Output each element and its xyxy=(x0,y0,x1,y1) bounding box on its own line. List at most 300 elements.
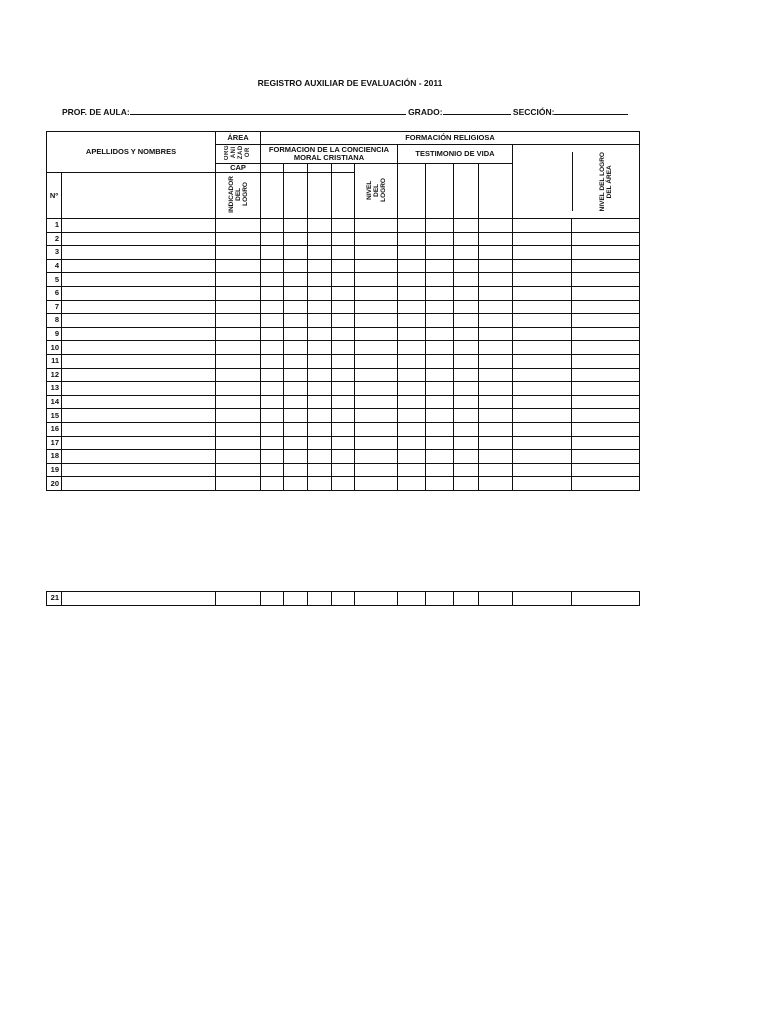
cell[interactable] xyxy=(398,409,426,423)
row-number: 21 xyxy=(47,592,62,606)
cell[interactable] xyxy=(454,477,479,491)
cell[interactable] xyxy=(454,259,479,273)
cell[interactable] xyxy=(216,382,261,396)
cell[interactable] xyxy=(216,341,261,355)
cell[interactable] xyxy=(261,422,284,436)
cell[interactable] xyxy=(355,273,398,287)
cell[interactable] xyxy=(454,368,479,382)
cell[interactable] xyxy=(332,592,355,606)
cell[interactable] xyxy=(454,422,479,436)
row-number: 12 xyxy=(47,368,62,382)
cell[interactable] xyxy=(261,246,284,260)
row-number: 7 xyxy=(47,300,62,314)
cell[interactable] xyxy=(479,232,513,246)
cell[interactable] xyxy=(426,286,454,300)
cell[interactable] xyxy=(572,259,640,273)
cell[interactable] xyxy=(513,232,572,246)
cell[interactable] xyxy=(454,382,479,396)
cell[interactable] xyxy=(513,395,572,409)
cell[interactable] xyxy=(572,422,640,436)
cell[interactable] xyxy=(62,477,216,491)
cell[interactable] xyxy=(398,422,426,436)
cell[interactable] xyxy=(261,395,284,409)
cell[interactable] xyxy=(513,259,572,273)
cell[interactable] xyxy=(426,382,454,396)
cell[interactable] xyxy=(284,382,308,396)
fcmc-col-2 xyxy=(284,164,308,173)
cell[interactable] xyxy=(308,436,332,450)
cell[interactable] xyxy=(284,592,308,606)
table-row xyxy=(47,219,640,233)
cell[interactable] xyxy=(216,286,261,300)
cell[interactable] xyxy=(426,273,454,287)
cell[interactable] xyxy=(398,395,426,409)
cell[interactable] xyxy=(479,422,513,436)
cell[interactable] xyxy=(454,409,479,423)
cell[interactable] xyxy=(398,341,426,355)
cell[interactable] xyxy=(216,259,261,273)
cell[interactable] xyxy=(454,286,479,300)
cell[interactable] xyxy=(513,592,572,606)
cell[interactable] xyxy=(572,436,640,450)
cell[interactable] xyxy=(398,436,426,450)
cell[interactable] xyxy=(513,327,572,341)
cell[interactable] xyxy=(62,314,216,328)
cell[interactable] xyxy=(216,422,261,436)
cell[interactable] xyxy=(355,300,398,314)
cell[interactable] xyxy=(454,300,479,314)
cell[interactable] xyxy=(479,592,513,606)
table-row xyxy=(47,382,640,396)
cell[interactable] xyxy=(332,354,355,368)
cell[interactable] xyxy=(479,368,513,382)
cell[interactable] xyxy=(513,463,572,477)
cell[interactable] xyxy=(454,354,479,368)
cell[interactable] xyxy=(513,436,572,450)
cell[interactable] xyxy=(332,422,355,436)
cell[interactable] xyxy=(513,286,572,300)
cell[interactable] xyxy=(261,232,284,246)
cell[interactable] xyxy=(62,219,216,233)
cell[interactable] xyxy=(398,382,426,396)
cell[interactable] xyxy=(332,477,355,491)
cell[interactable] xyxy=(332,463,355,477)
cell[interactable] xyxy=(308,354,332,368)
cell[interactable] xyxy=(308,463,332,477)
cell[interactable] xyxy=(513,450,572,464)
cell[interactable] xyxy=(398,246,426,260)
cell[interactable] xyxy=(284,436,308,450)
cell[interactable] xyxy=(426,341,454,355)
numero-header: Nº xyxy=(47,173,62,219)
cell[interactable] xyxy=(284,463,308,477)
cell[interactable] xyxy=(216,450,261,464)
cell[interactable] xyxy=(62,232,216,246)
cap-header: CAP xyxy=(216,164,261,173)
row-number: 16 xyxy=(47,422,62,436)
cell[interactable] xyxy=(62,354,216,368)
cell[interactable] xyxy=(332,273,355,287)
cell[interactable] xyxy=(308,395,332,409)
cell[interactable] xyxy=(261,273,284,287)
cell[interactable] xyxy=(398,477,426,491)
cell[interactable] xyxy=(261,341,284,355)
cell[interactable] xyxy=(398,259,426,273)
cell[interactable] xyxy=(284,409,308,423)
cell[interactable] xyxy=(426,395,454,409)
cell[interactable] xyxy=(216,395,261,409)
cell[interactable] xyxy=(261,368,284,382)
cell[interactable] xyxy=(572,327,640,341)
fcmc-sub-3 xyxy=(308,173,332,219)
cell[interactable] xyxy=(454,314,479,328)
cell[interactable] xyxy=(513,422,572,436)
cell[interactable] xyxy=(454,436,479,450)
cell[interactable] xyxy=(261,450,284,464)
cell[interactable] xyxy=(355,592,398,606)
cell[interactable] xyxy=(572,450,640,464)
table-row xyxy=(47,592,640,606)
cell[interactable] xyxy=(398,300,426,314)
cell[interactable] xyxy=(426,354,454,368)
cell[interactable] xyxy=(216,246,261,260)
cell[interactable] xyxy=(355,409,398,423)
cell[interactable] xyxy=(216,232,261,246)
table-row xyxy=(47,286,640,300)
cell[interactable] xyxy=(308,592,332,606)
cell[interactable] xyxy=(216,273,261,287)
cell[interactable] xyxy=(398,232,426,246)
cell[interactable] xyxy=(332,395,355,409)
cell[interactable] xyxy=(308,259,332,273)
cell[interactable] xyxy=(332,286,355,300)
cell[interactable] xyxy=(513,341,572,355)
cell[interactable] xyxy=(479,409,513,423)
cell[interactable] xyxy=(479,477,513,491)
cell[interactable] xyxy=(355,314,398,328)
cell[interactable] xyxy=(261,382,284,396)
cell[interactable] xyxy=(479,327,513,341)
cell[interactable] xyxy=(513,354,572,368)
cell[interactable] xyxy=(284,477,308,491)
cell[interactable] xyxy=(62,327,216,341)
seccion-label: SECCIÓN: xyxy=(512,107,555,117)
cell[interactable] xyxy=(355,219,398,233)
cell[interactable] xyxy=(261,436,284,450)
cell[interactable] xyxy=(308,273,332,287)
cell[interactable] xyxy=(454,246,479,260)
cell[interactable] xyxy=(332,327,355,341)
row-number: 5 xyxy=(47,273,62,287)
cell[interactable] xyxy=(62,409,216,423)
cell[interactable] xyxy=(284,450,308,464)
cell[interactable] xyxy=(426,314,454,328)
cell[interactable] xyxy=(426,463,454,477)
row-number: 20 xyxy=(47,477,62,491)
cell[interactable] xyxy=(355,327,398,341)
cell[interactable] xyxy=(332,259,355,273)
cell[interactable] xyxy=(284,246,308,260)
cell[interactable] xyxy=(216,592,261,606)
cell[interactable] xyxy=(355,463,398,477)
cell[interactable] xyxy=(284,354,308,368)
cell[interactable] xyxy=(261,592,284,606)
cell[interactable] xyxy=(513,382,572,396)
cell[interactable] xyxy=(479,246,513,260)
cell[interactable] xyxy=(355,395,398,409)
cell[interactable] xyxy=(355,246,398,260)
cell[interactable] xyxy=(398,368,426,382)
cell[interactable] xyxy=(284,286,308,300)
cell[interactable] xyxy=(454,219,479,233)
row-number: 11 xyxy=(47,354,62,368)
cell[interactable] xyxy=(479,314,513,328)
cell[interactable] xyxy=(308,219,332,233)
cell[interactable] xyxy=(355,368,398,382)
cell[interactable] xyxy=(572,341,640,355)
cell[interactable] xyxy=(261,477,284,491)
cell[interactable] xyxy=(216,354,261,368)
tv-col-2 xyxy=(426,164,454,219)
cell[interactable] xyxy=(284,232,308,246)
cell[interactable] xyxy=(479,436,513,450)
cell[interactable] xyxy=(216,327,261,341)
cell[interactable] xyxy=(355,477,398,491)
cell[interactable] xyxy=(572,395,640,409)
cell[interactable] xyxy=(513,477,572,491)
cell[interactable] xyxy=(284,341,308,355)
cell[interactable] xyxy=(572,592,640,606)
cell[interactable] xyxy=(398,463,426,477)
cell[interactable] xyxy=(332,450,355,464)
cell[interactable] xyxy=(284,273,308,287)
cell[interactable] xyxy=(454,327,479,341)
cell[interactable] xyxy=(572,300,640,314)
cell[interactable] xyxy=(62,436,216,450)
organizador-header: ORG ANI ZAD OR xyxy=(216,145,261,164)
cell[interactable] xyxy=(332,409,355,423)
cell[interactable] xyxy=(479,273,513,287)
cell[interactable] xyxy=(426,232,454,246)
cell[interactable] xyxy=(216,300,261,314)
cell[interactable] xyxy=(572,246,640,260)
cell[interactable] xyxy=(308,450,332,464)
cell[interactable] xyxy=(355,382,398,396)
cell[interactable] xyxy=(62,463,216,477)
cell[interactable] xyxy=(308,232,332,246)
cell[interactable] xyxy=(426,300,454,314)
cell[interactable] xyxy=(62,592,216,606)
cell[interactable] xyxy=(426,246,454,260)
cell[interactable] xyxy=(572,232,640,246)
cell[interactable] xyxy=(216,409,261,423)
cell[interactable] xyxy=(62,341,216,355)
cell[interactable] xyxy=(308,422,332,436)
cell[interactable] xyxy=(454,232,479,246)
cell[interactable] xyxy=(62,382,216,396)
cell[interactable] xyxy=(308,368,332,382)
table-row xyxy=(47,368,640,382)
cell[interactable] xyxy=(332,382,355,396)
cell[interactable] xyxy=(572,219,640,233)
cell[interactable] xyxy=(284,300,308,314)
cell[interactable] xyxy=(572,409,640,423)
cell[interactable] xyxy=(355,232,398,246)
cell[interactable] xyxy=(513,314,572,328)
cell[interactable] xyxy=(332,436,355,450)
cell[interactable] xyxy=(426,436,454,450)
cell[interactable] xyxy=(479,259,513,273)
cell[interactable] xyxy=(308,477,332,491)
cell[interactable] xyxy=(426,422,454,436)
cell[interactable] xyxy=(426,409,454,423)
cell[interactable] xyxy=(355,286,398,300)
cell[interactable] xyxy=(398,450,426,464)
cell[interactable] xyxy=(572,463,640,477)
cell[interactable] xyxy=(355,436,398,450)
cell[interactable] xyxy=(454,273,479,287)
cell[interactable] xyxy=(62,286,216,300)
cell[interactable] xyxy=(332,246,355,260)
cell[interactable] xyxy=(479,463,513,477)
cell[interactable] xyxy=(308,314,332,328)
cell[interactable] xyxy=(284,259,308,273)
cell[interactable] xyxy=(398,327,426,341)
cell[interactable] xyxy=(216,463,261,477)
cell[interactable] xyxy=(479,354,513,368)
cell[interactable] xyxy=(426,592,454,606)
cell[interactable] xyxy=(513,300,572,314)
cell[interactable] xyxy=(572,314,640,328)
cell[interactable] xyxy=(284,314,308,328)
cell[interactable] xyxy=(479,219,513,233)
cell[interactable] xyxy=(513,368,572,382)
cell[interactable] xyxy=(284,368,308,382)
cell[interactable] xyxy=(426,368,454,382)
cell[interactable] xyxy=(398,314,426,328)
cell[interactable] xyxy=(332,314,355,328)
cell[interactable] xyxy=(216,368,261,382)
cell[interactable] xyxy=(261,314,284,328)
cell[interactable] xyxy=(261,463,284,477)
cell[interactable] xyxy=(513,246,572,260)
cell[interactable] xyxy=(398,219,426,233)
cell[interactable] xyxy=(62,450,216,464)
nivel-logro-area-spacer xyxy=(513,152,573,211)
cell[interactable] xyxy=(355,354,398,368)
cell[interactable] xyxy=(454,592,479,606)
cell[interactable] xyxy=(479,341,513,355)
cell[interactable] xyxy=(62,422,216,436)
cell[interactable] xyxy=(572,477,640,491)
cell[interactable] xyxy=(454,450,479,464)
cell[interactable] xyxy=(216,314,261,328)
cell[interactable] xyxy=(332,219,355,233)
cell[interactable] xyxy=(308,409,332,423)
cell[interactable] xyxy=(513,409,572,423)
cell[interactable] xyxy=(62,300,216,314)
cell[interactable] xyxy=(426,327,454,341)
cell[interactable] xyxy=(426,219,454,233)
cell[interactable] xyxy=(284,219,308,233)
cell[interactable] xyxy=(426,450,454,464)
cell[interactable] xyxy=(284,327,308,341)
cell[interactable] xyxy=(454,395,479,409)
cell[interactable] xyxy=(62,259,216,273)
cell[interactable] xyxy=(479,395,513,409)
cell[interactable] xyxy=(216,219,261,233)
prof-label: PROF. DE AULA: xyxy=(62,107,130,117)
cell[interactable] xyxy=(308,300,332,314)
cell[interactable] xyxy=(479,382,513,396)
cell[interactable] xyxy=(216,477,261,491)
cell[interactable] xyxy=(284,422,308,436)
cell[interactable] xyxy=(308,382,332,396)
cell[interactable] xyxy=(479,450,513,464)
cell[interactable] xyxy=(513,273,572,287)
cell[interactable] xyxy=(332,232,355,246)
cell[interactable] xyxy=(572,273,640,287)
cell[interactable] xyxy=(62,395,216,409)
cell[interactable] xyxy=(308,341,332,355)
cell[interactable] xyxy=(355,259,398,273)
cell[interactable] xyxy=(426,477,454,491)
cell[interactable] xyxy=(355,450,398,464)
cell[interactable] xyxy=(261,300,284,314)
cell[interactable] xyxy=(332,341,355,355)
cell[interactable] xyxy=(398,273,426,287)
cell[interactable] xyxy=(572,286,640,300)
nombre-header-blank xyxy=(62,173,216,219)
cell[interactable] xyxy=(308,327,332,341)
cell[interactable] xyxy=(308,246,332,260)
cell[interactable] xyxy=(398,286,426,300)
cell[interactable] xyxy=(454,341,479,355)
cell[interactable] xyxy=(261,219,284,233)
cell[interactable] xyxy=(572,354,640,368)
cell[interactable] xyxy=(216,436,261,450)
table-row xyxy=(47,450,640,464)
cell[interactable] xyxy=(355,422,398,436)
table-row xyxy=(47,395,640,409)
cell[interactable] xyxy=(454,463,479,477)
cell[interactable] xyxy=(332,368,355,382)
cell[interactable] xyxy=(398,354,426,368)
cell[interactable] xyxy=(572,368,640,382)
cell[interactable] xyxy=(355,341,398,355)
row-number: 13 xyxy=(47,382,62,396)
cell[interactable] xyxy=(62,246,216,260)
cell[interactable] xyxy=(284,395,308,409)
cell[interactable] xyxy=(398,592,426,606)
cell[interactable] xyxy=(62,273,216,287)
cell[interactable] xyxy=(261,354,284,368)
table-row xyxy=(47,341,640,355)
cell[interactable] xyxy=(479,300,513,314)
cell[interactable] xyxy=(572,382,640,396)
cell[interactable] xyxy=(261,259,284,273)
cell[interactable] xyxy=(426,259,454,273)
cell[interactable] xyxy=(261,286,284,300)
cell[interactable] xyxy=(62,368,216,382)
row-number: 18 xyxy=(47,450,62,464)
cell[interactable] xyxy=(332,300,355,314)
cell[interactable] xyxy=(308,286,332,300)
cell[interactable] xyxy=(479,286,513,300)
cell[interactable] xyxy=(261,409,284,423)
cell[interactable] xyxy=(513,219,572,233)
cell[interactable] xyxy=(261,327,284,341)
